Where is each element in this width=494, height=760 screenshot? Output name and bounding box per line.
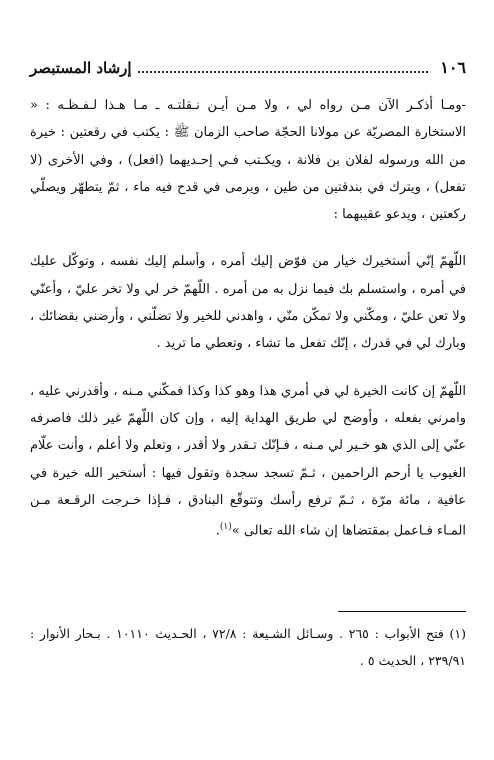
main-text bbox=[30, 92, 466, 545]
footnote-text: (١) فتح الأبواب : ٢٦٥ . وسـائل الشـيعة : ٧٢/٨ ، الحـديث ١٠١١٠ . بـحار الأنوار : ٢٣٩/٩١ ، الحديث ٥ . bbox=[30, 626, 467, 668]
footnote-divider bbox=[338, 611, 466, 612]
running-title: إرشاد المستبصر bbox=[30, 59, 132, 77]
paragraph-supplication-2-text: اللّهمّ إن كانت الخيرة لي في أمري هذا وهو كذا وكذا فمكّني مـنه ، وأقدرني عليه ، وامرني بفعله ، وأوضح لي طريق الهداية إليه ، وإن كان اللّهمّ غير ذلك فاصرفه عنّي إلى الذي هو خـير لي مـنه ، فـإنّك تـقدر ولا أقدر ، وتعلم ولا أعلم ، وأنت علّام الغيوب يا أرحم الراحمين ، ثـمّ تسجد سجدة وتقول فيها : أستخير الله خيرة في عافية ، مائة مرّة ، ثـمّ ترفع رأسك وتتوقّع البنادق ، فـإذا خـرجت الرقـعة مـن المـاء فـاعمل بمقتضاها إن شاء الله تعالى » bbox=[30, 383, 466, 539]
footnote bbox=[30, 620, 466, 674]
paragraph-supplication-2: اللّهمّ إن كانت الخيرة لي في أمري هذا وهو كذا وكذا فمكّني مـنه ، وأقدرني عليه ، وامرني بفعله ، وأوضح لي طريق الهداية إليه ، وإن كان اللّهمّ غير ذلك فاصرفه عنّي إلى الذي هو خـير لي مـنه ، فـإنّك تـقدر ولا أقدر ، وتعلم ولا أعلم ، وأنت علّام الغيوب يا أرحم الراحمين ، ثـمّ تسجد سجدة وتقول فيها : أستخير الله خيرة في عافية ، مائة مرّة ، ثـمّ ترفع رأسك وتتوقّع البنادق ، فـإذا خـرجت الرقـعة مـن المـاء فـاعمل بمقتضاها إن شاء الله تعالى »$^{(١)}$. bbox=[30, 383, 466, 539]
page-header bbox=[30, 58, 466, 84]
header-dotted-leader bbox=[138, 61, 429, 73]
footnote-reference: (١) bbox=[219, 522, 232, 533]
paragraph-intro: -ومـا أذكـر الآن مـن رواه لي ، ولا مـن أيـن نـقلتـه ـ مـا هـذا لـفـظـه : « الاستخارة المصريّة عن مولانا الحجّة صاحب الزمان ﷺ : يكتب في رقعتين : خيرة من الله ورسوله لفلان بن فلانة ، ويكـتب فـي إحـديهما (افعل) ، وفي الأخرى (لا تفعل) ، ويترك في بندقتين من طين ، ويرمى في قدح فيه ماء ، ثمّ يتطهّر ويصلّي ركعتين ، ويدعو عقيبهما : bbox=[30, 98, 466, 223]
page-number: ١٠٦ bbox=[440, 58, 466, 77]
paragraph-supplication-1: اللّهمّ إنّي أستخيرك خيار من فوّض إليك أمره ، وأسلم إليك نفسه ، وتوكّل عليك في أمره ، واستسلم بك فيما نزل به من أمره . اللّهمّ خر لي ولا تخر عليّ ، وأعنّي ولا تعن عليّ ، ومكّني ولا تمكّن منّي ، واهدني للخير ولا تضلّني ، وأرضني بقضائك ، وبارك لي في قدرك ، إنّك تفعل ما تشاء ، وتعطي ما تريد . bbox=[30, 254, 466, 352]
